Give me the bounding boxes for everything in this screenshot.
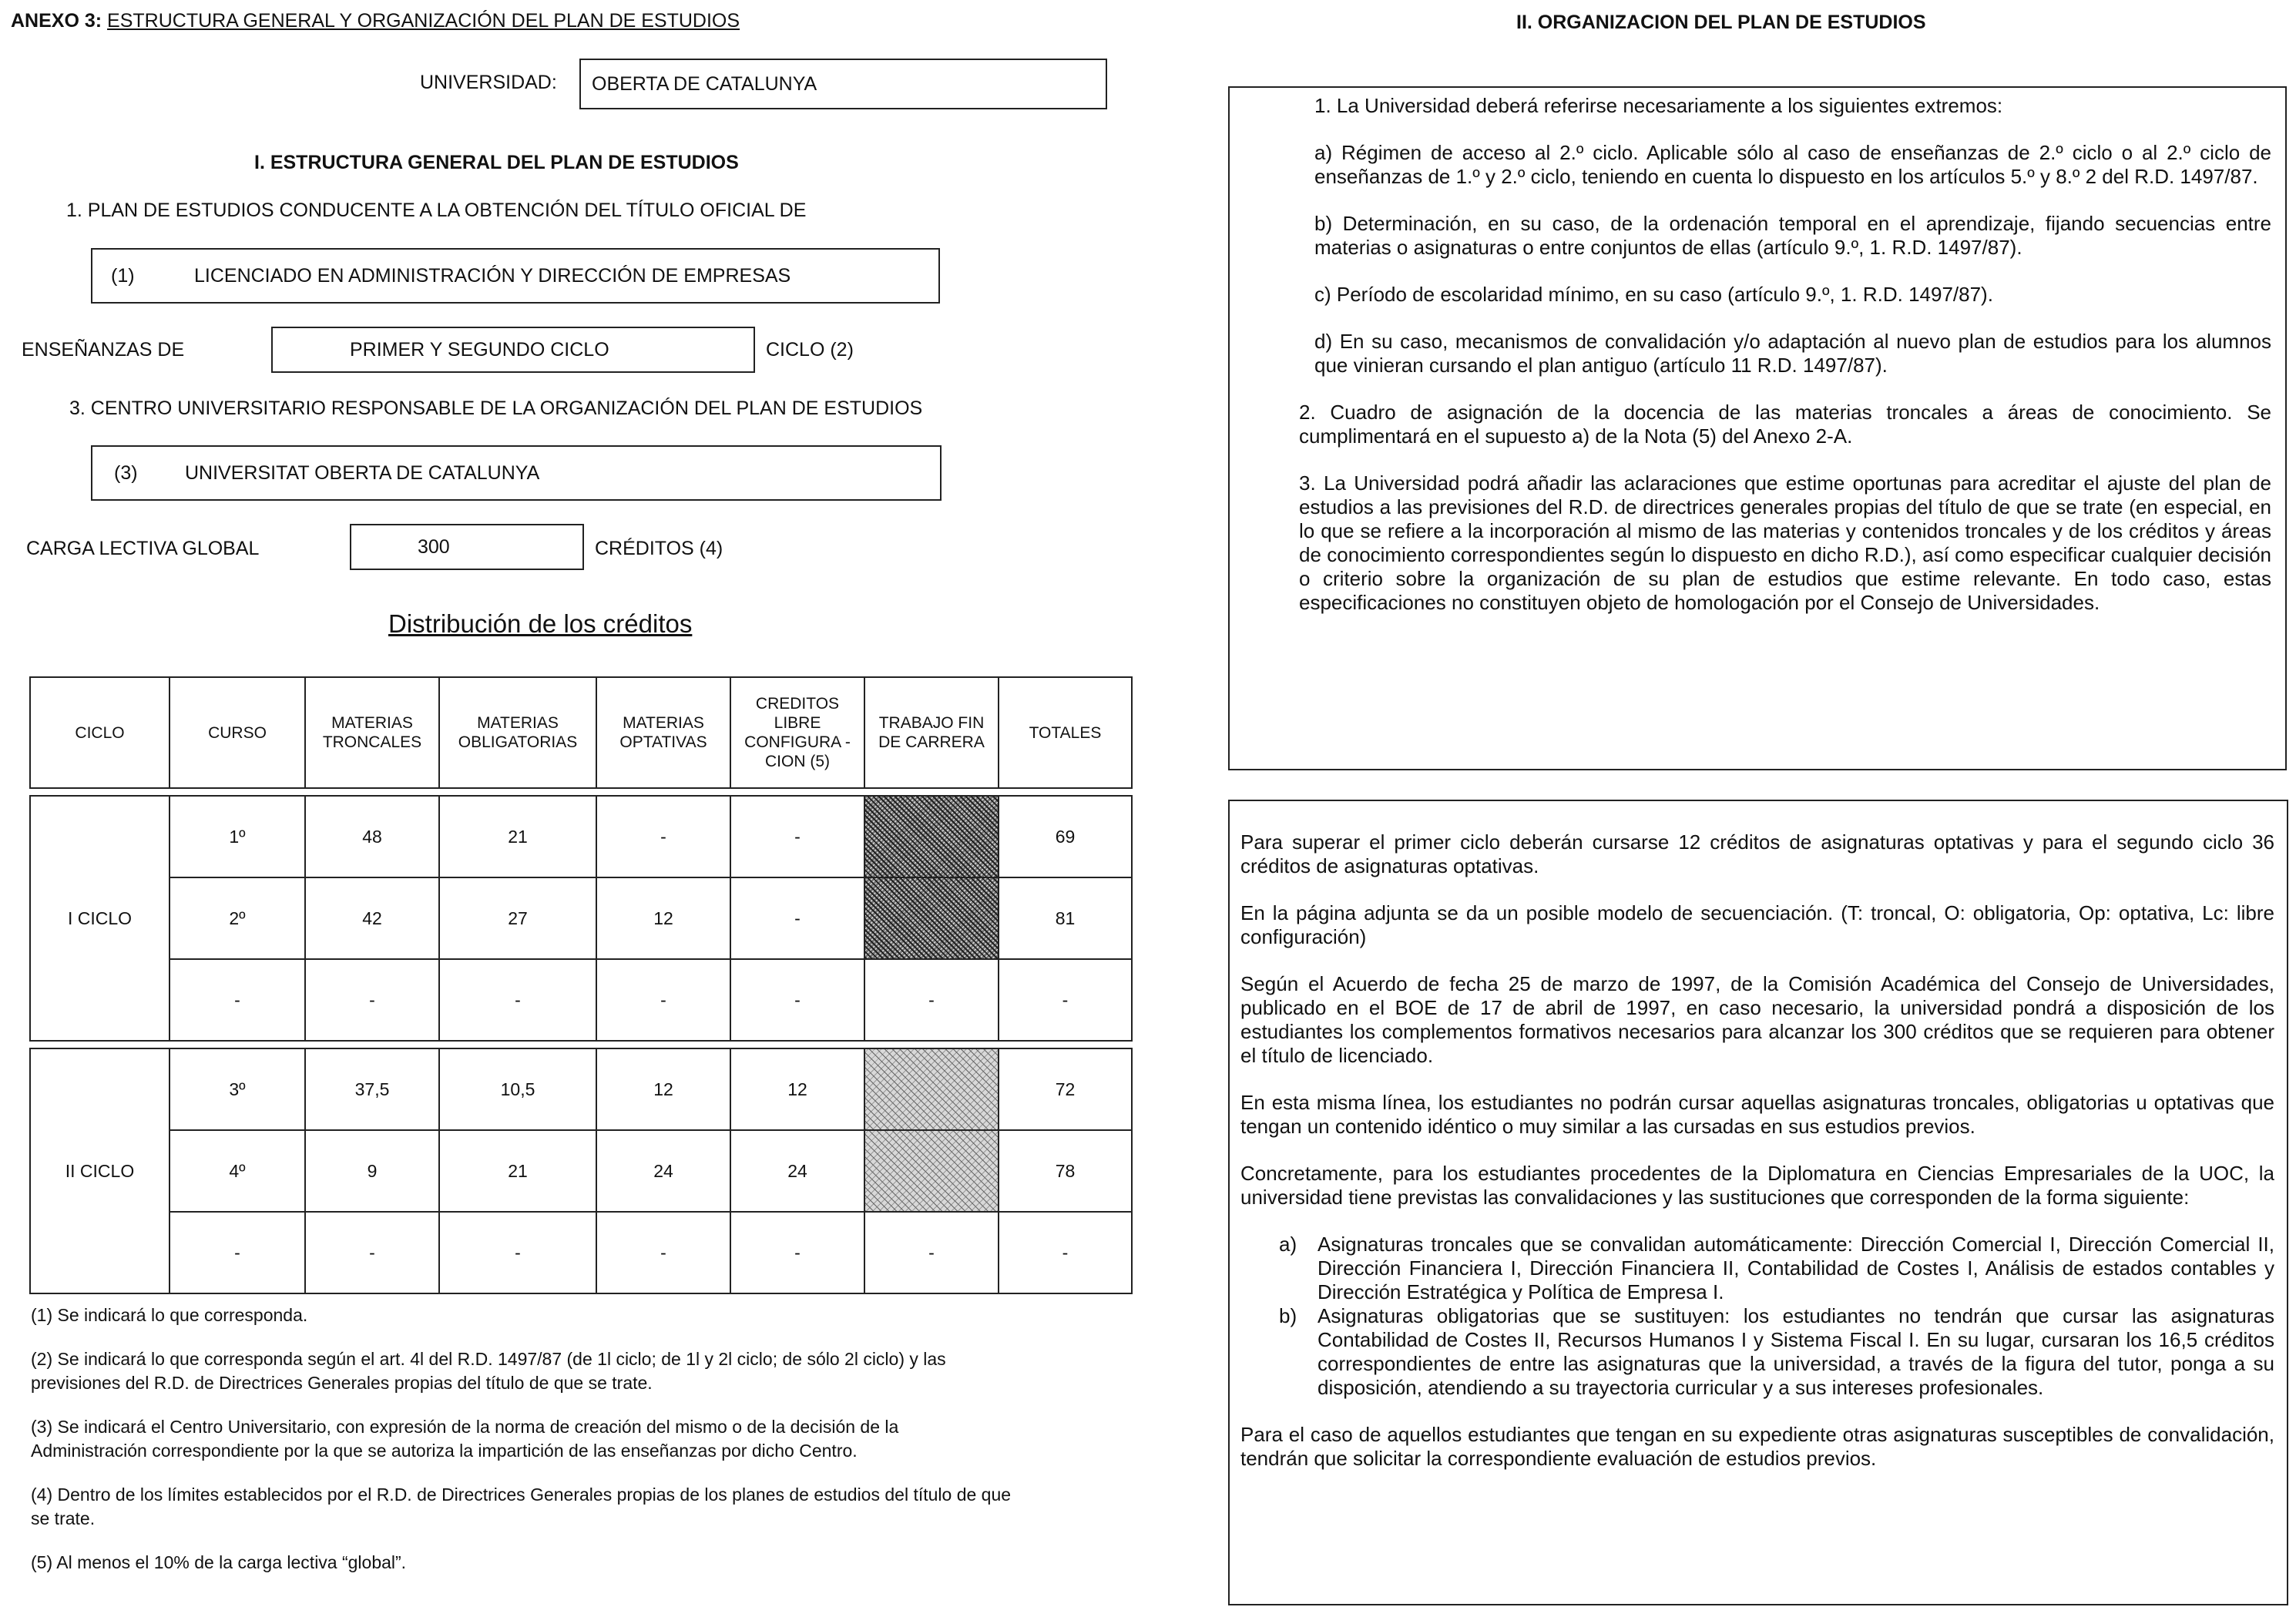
obligatorias-cell: - (439, 959, 596, 1041)
libre-cell: - (730, 796, 864, 877)
header-libre: CREDITOS LIBRE CONFIGURA -CION (5) (730, 677, 864, 788)
notes-text (1240, 830, 2274, 1471)
libre-cell: 24 (730, 1130, 864, 1212)
carga-label: CARGA LECTIVA GLOBAL (26, 538, 260, 559)
instructions-b: b) Determinación, en su caso, de la ordenación temporal en el aprendizaje, fijando secuencias entre materias o asignaturas o entre conjuntos de ellas (artículo 9.º, 1. R.D. 1497/87). (1314, 212, 2271, 259)
carga-box (350, 524, 584, 570)
distribution-table (29, 676, 1133, 1294)
section1-title: I. ESTRUCTURA GENERAL DEL PLAN DE ESTUDIOS (254, 152, 739, 173)
list-label-b: b) (1279, 1304, 1297, 1327)
centro-item3: 3. CENTRO UNIVERSITARIO RESPONSABLE DE LA ORGANIZACIÓN DEL PLAN DE ESTUDIOS (69, 398, 923, 419)
obligatorias-cell: 27 (439, 877, 596, 959)
annex-label: ANEXO 3 (11, 10, 96, 32)
curso-cell: 3º (170, 1048, 305, 1130)
curso-cell: - (170, 1212, 305, 1293)
footnotes (31, 1303, 1017, 1575)
troncales-cell: 37,5 (305, 1048, 439, 1130)
optativas-cell: 12 (596, 877, 730, 959)
header-obligatorias: MATERIAS OBLIGATORIAS (439, 677, 596, 788)
ciclo-label: CICLO (2) (766, 339, 854, 361)
footnote-2: (2) Se indicará lo que corresponda según el art. 4l del R.D. 1497/87 (de 1l ciclo; de 1l y 2l ciclo; de sólo 2l ciclo) y las previsiones del R.D. de Directrices Generales propias del título de que se trate. (31, 1349, 946, 1393)
optativas-cell: - (596, 796, 730, 877)
table-row (30, 877, 1132, 959)
university-value: OBERTA DE CATALUNYA (592, 72, 817, 95)
trabajo-cell: - (864, 959, 999, 1041)
optativas-cell: 24 (596, 1130, 730, 1212)
instructions-item3: 3. La Universidad podrá añadir las aclaraciones que estime oportunas para acreditar el ajuste del plan de estudios a las previsiones del R.D. de directrices generales propias del título de que se trate (en especial, en lo que se refiere a la incorporación al mismo de las materias y contenidos troncales y de los créditos y áreas de conocimiento correspondientes según lo dispuesto en dicho R.D.), así como especificar cualquier decisión o criterio sobre la organización de su plan de estudios que estime relevante. En todo caso, estas especificaciones no constituyen objeto de homologación por el Consejo de Universidades. (1299, 471, 2271, 614)
table-header-row (30, 677, 1132, 788)
degree-title-num: (1) (111, 264, 135, 287)
centro-box (91, 445, 942, 501)
trabajo-cell-shaded (864, 1048, 999, 1130)
footnote-1: (1) Se indicará lo que corresponda. (31, 1305, 308, 1325)
troncales-cell: - (305, 1212, 439, 1293)
table-row (30, 959, 1132, 1041)
ciclo1-cell: I CICLO (30, 796, 170, 1041)
optativas-cell: - (596, 1212, 730, 1293)
header-curso: CURSO (170, 677, 305, 788)
notes-list (1279, 1233, 2274, 1400)
troncales-cell: 9 (305, 1130, 439, 1212)
university-field (579, 59, 1107, 109)
notes-p4: En esta misma línea, los estudiantes no podrán cursar aquellas asignaturas troncales, obligatorias u optativas que tengan un contenido idéntico o muy similar a las cursadas en sus estudios previos. (1240, 1091, 2274, 1138)
totales-cell: 69 (999, 796, 1132, 877)
obligatorias-cell: 21 (439, 796, 596, 877)
centro-num: (3) (114, 461, 138, 484)
header-trabajo: TRABAJO FIN DE CARRERA (864, 677, 999, 788)
instructions-text (1299, 94, 2271, 615)
libre-cell: - (730, 1212, 864, 1293)
instructions-box (1228, 86, 2287, 770)
libre-cell: - (730, 959, 864, 1041)
libre-cell: 12 (730, 1048, 864, 1130)
optativas-cell: - (596, 959, 730, 1041)
libre-cell: - (730, 877, 864, 959)
ciclo2-cell: II CICLO (30, 1048, 170, 1293)
ensenanzas-label: ENSEÑANZAS DE (22, 339, 185, 361)
creditos-label: CRÉDITOS (4) (595, 538, 723, 559)
instructions-a: a) Régimen de acceso al 2.º ciclo. Aplicable sólo al caso de enseñanzas de 2.º ciclo o al 2.º ciclo de enseñanzas de 1.º y 2.º ciclo, teniendo en cuenta lo dispuesto en los artículos 5.º y 8.º 2 del R.D. 1497/87. (1314, 141, 2271, 188)
list-text-b: Asignaturas obligatorias que se sustituyen: los estudiantes no tendrán que cursar las asignaturas Contabilidad de Costes II, Recursos Humanos I y Sistema Fiscal I. En su lugar, cursaran los 16,5 créditos correspondientes de entre las asignaturas que la universidad, a través de la figura del tutor, ponga a su disposición, atendiendo a su trayectoria curricular y a sus intereses profesionales. (1318, 1304, 2274, 1399)
footnote-5: (5) Al menos el 10% de la carga lectiva “global”. (31, 1552, 407, 1572)
instructions-d: d) En su caso, mecanismos de convalidación y/o adaptación al nuevo plan de estudios para los alumnos que vinieran cursando el plan antiguo (artículo 11 R.D. 1497/87). (1314, 330, 2271, 377)
table-gap (30, 1041, 1132, 1048)
table-row (30, 1048, 1132, 1130)
curso-cell: 4º (170, 1130, 305, 1212)
trabajo-cell-shaded (864, 796, 999, 877)
university-label: UNIVERSIDAD: (420, 72, 557, 93)
notes-p1: Para superar el primer ciclo deberán cursarse 12 créditos de asignaturas optativas y para el segundo ciclo 36 créditos de asignaturas optativas. (1240, 830, 2274, 877)
right-title: II. ORGANIZACION DEL PLAN DE ESTUDIOS (1516, 12, 1926, 33)
carga-value: 300 (418, 535, 450, 558)
troncales-cell: 48 (305, 796, 439, 877)
distribution-title: Distribución de los créditos (388, 609, 693, 638)
degree-title-value: LICENCIADO EN ADMINISTRACIÓN Y DIRECCIÓN DE EMPRESAS (194, 264, 791, 287)
table-gap (30, 788, 1132, 796)
totales-cell: 72 (999, 1048, 1132, 1130)
totales-cell: 81 (999, 877, 1132, 959)
list-label-a: a) (1279, 1233, 1297, 1256)
centro-value: UNIVERSITAT OBERTA DE CATALUNYA (185, 461, 540, 484)
plan-item1: 1. PLAN DE ESTUDIOS CONDUCENTE A LA OBTENCIÓN DEL TÍTULO OFICIAL DE (66, 200, 807, 221)
trabajo-cell-shaded (864, 1130, 999, 1212)
obligatorias-cell: 10,5 (439, 1048, 596, 1130)
notes-p3: Según el Acuerdo de fecha 25 de marzo de 1997, de la Comisión Académica del Consejo de Universidades, publicado en el BOE de 17 de abril de 1997, en caso necesario, la universidad pondrá a disposición de los estudiantes los complementos formativos necesarios para alcanzar los 300 créditos que se requieren para obtener el título de licenciado. (1240, 972, 2274, 1067)
list-text-a: Asignaturas troncales que se convalidan automáticamente: Dirección Comercial I, Dirección Comercial II, Dirección Financiera I, Dirección Financiera II, Contabilidad de Costes I, Análisis de estados contables y Dirección Estratégica y Política de Empresa I. (1318, 1233, 2274, 1303)
annex-header (11, 9, 740, 33)
table-row (30, 1130, 1132, 1212)
ensenanzas-value: PRIMER Y SEGUNDO CICLO (350, 338, 609, 361)
annex-title: ESTRUCTURA GENERAL Y ORGANIZACIÓN DEL PLAN DE ESTUDIOS (107, 10, 740, 32)
notes-list-item-a (1279, 1233, 2274, 1304)
annex-colon: : (95, 10, 102, 32)
curso-cell: 1º (170, 796, 305, 877)
notes-box (1228, 800, 2288, 1605)
footnote-3: (3) Se indicará el Centro Universitario, con expresión de la norma de creación del mismo o de la decisión de la Administración correspondiente por la que se autoriza la impartición de las enseñanzas por dicho Centro. (31, 1417, 899, 1461)
totales-cell: - (999, 1212, 1132, 1293)
table-row (30, 1212, 1132, 1293)
footnote-4: (4) Dentro de los límites establecidos por el R.D. de Directrices Generales propias de los planes de estudios del título de que se trate. (31, 1484, 1012, 1528)
instructions-item1: 1. La Universidad deberá referirse necesariamente a los siguientes extremos: (1314, 94, 2003, 117)
optativas-cell: 12 (596, 1048, 730, 1130)
curso-cell: 2º (170, 877, 305, 959)
header-totales: TOTALES (999, 677, 1132, 788)
troncales-cell: 42 (305, 877, 439, 959)
notes-list-item-b (1279, 1304, 2274, 1400)
instructions-item2: 2. Cuadro de asignación de la docencia de las materias troncales a áreas de conocimiento. Se cumplimentará en el supuesto a) de la Nota (5) del Anexo 2-A. (1299, 401, 2271, 448)
notes-p6: Para el caso de aquellos estudiantes que tengan en su expediente otras asignaturas susceptibles de convalidación, tendrán que solicitar la correspondiente evaluación de estudios previos. (1240, 1423, 2274, 1470)
gap-cell (30, 1041, 1132, 1048)
trabajo-cell: - (864, 1212, 999, 1293)
gap-cell (30, 788, 1132, 796)
troncales-cell: - (305, 959, 439, 1041)
notes-p5: Concretamente, para los estudiantes procedentes de la Diplomatura en Ciencias Empresariales de la UOC, la universidad tiene previstas las convalidaciones y las sustituciones que corresponden de la forma siguiente: (1240, 1162, 2274, 1209)
ensenanzas-box (271, 327, 755, 373)
notes-p2: En la página adjunta se da un posible modelo de secuenciación. (T: troncal, O: obligatoria, Op: optativa, Lc: libre configuración) (1240, 901, 2274, 948)
obligatorias-cell: 21 (439, 1130, 596, 1212)
trabajo-cell-shaded (864, 877, 999, 959)
curso-cell: - (170, 959, 305, 1041)
header-optativas: MATERIAS OPTATIVAS (596, 677, 730, 788)
header-ciclo: CICLO (30, 677, 170, 788)
totales-cell: 78 (999, 1130, 1132, 1212)
table-row (30, 796, 1132, 877)
instructions-c: c) Período de escolaridad mínimo, en su caso (artículo 9.º, 1. R.D. 1497/87). (1314, 283, 1993, 306)
obligatorias-cell: - (439, 1212, 596, 1293)
totales-cell: - (999, 959, 1132, 1041)
header-troncales: MATERIAS TRONCALES (305, 677, 439, 788)
degree-title-box (91, 248, 940, 304)
